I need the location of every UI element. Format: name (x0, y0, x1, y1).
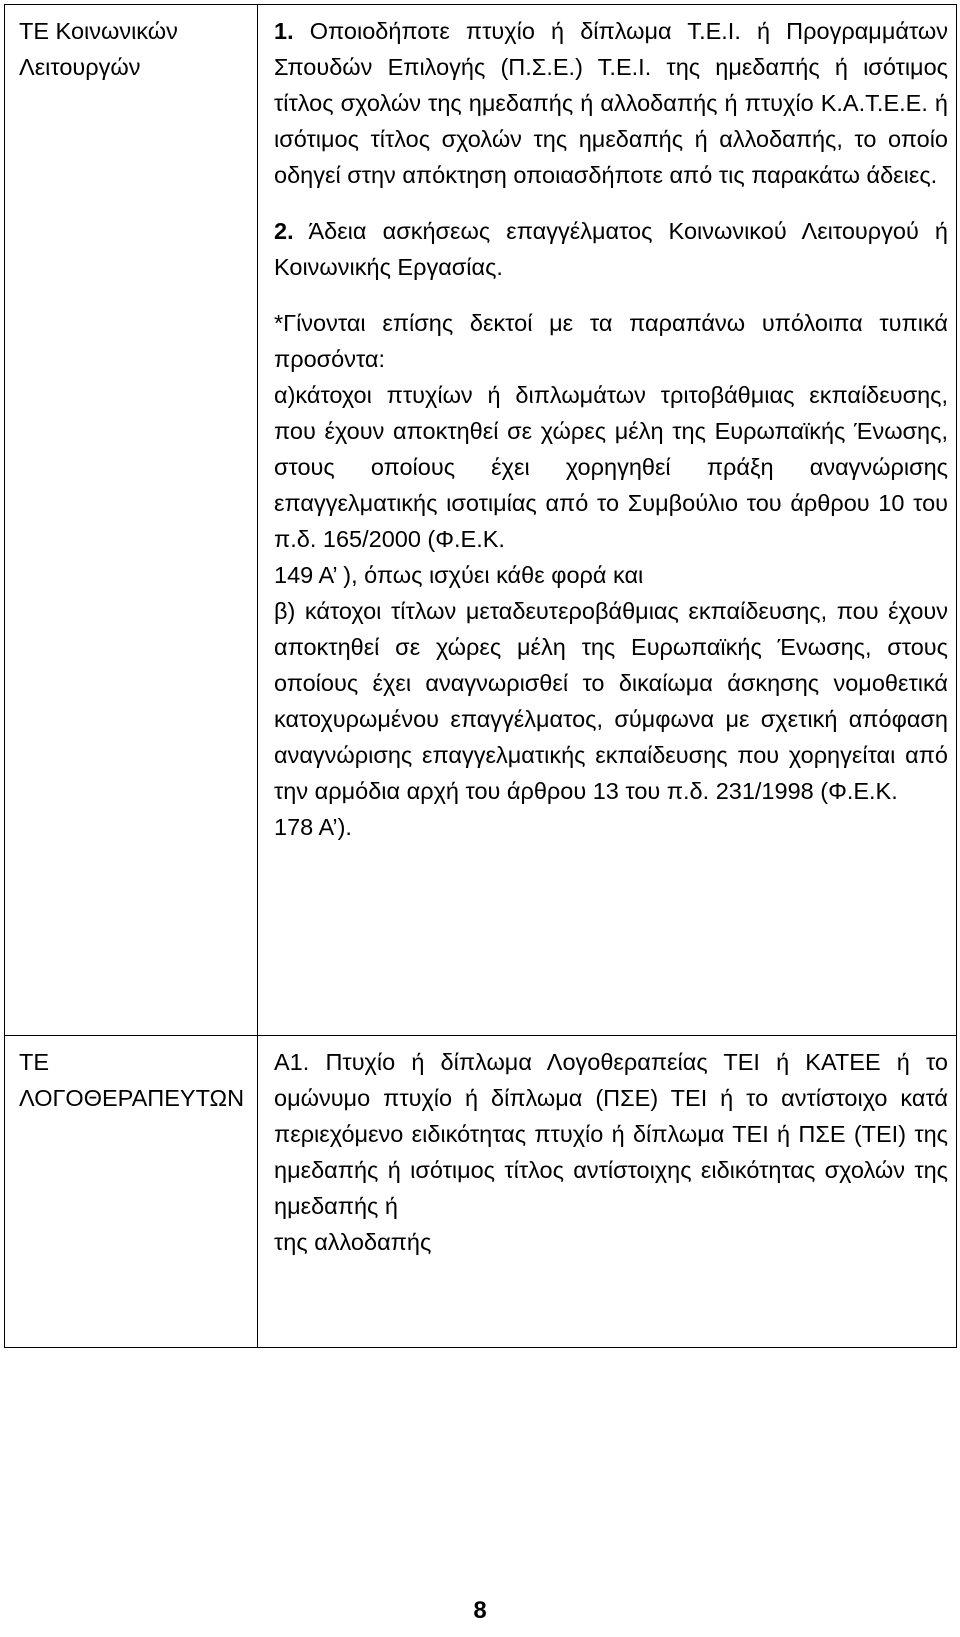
requirements-cell (258, 5, 957, 1036)
note-item-a: α)κάτοχοι πτυχίων ή διπλωμάτων τριτοβάθμιας εκπαίδευσης, που έχουν αποκτηθεί σε χώρες μέλη της Ευρωπαϊκής Ένωσης, στους οποίους έχει χορηγηθεί πράξη αναγνώρισης επαγγελματικής ισοτιμίας από το Συμβούλιο του άρθρου 10 του π.δ. 165/2000 (Φ.Ε.Κ. (274, 382, 948, 552)
requirement-item-a1-end: της αλλοδαπής (274, 1229, 432, 1255)
item-text: Πτυχίο ή δίπλωμα Λογοθεραπείας ΤΕΙ ή ΚΑΤΕΕ ή το ομώνυμο πτυχίο ή δίπλωμα (ΠΣΕ) ΤΕΙ ή το αντίστοιχο κατά περιεχόμενο ειδικότητας πτυχίο ή δίπλωμα ΤΕΙ ή ΠΣΕ (ΤΕΙ) της ημεδαπής ή ισότιμος τίτλος αντίστοιχης ειδικότητας σχολών της ημεδαπής ή (274, 1049, 948, 1219)
equivalence-note (274, 305, 948, 845)
requirement-item-a1 (274, 1044, 948, 1224)
table-row (5, 5, 957, 1036)
table-row (5, 1036, 957, 1348)
item-text: Άδεια ασκήσεως επαγγέλματος Κοινωνικού Λειτουργού ή Κοινωνικής Εργασίας. (274, 218, 949, 280)
category-cell (5, 1036, 258, 1348)
requirement-item-1 (274, 13, 948, 193)
item-text: Οποιοδήποτε πτυχίο ή δίπλωμα Τ.Ε.Ι. ή Προγραμμάτων Σπουδών Επιλογής (Π.Σ.Ε.) Τ.Ε.Ι. της ημεδαπής ή ισότιμος τίτλος σχολών της ημεδαπής ή αλλοδαπής ή πτυχίο Κ.Α.Τ.Ε.Ε. ή ισότιμος τίτλος σχολών της ημεδαπής ή αλλοδαπής, το οποίο οδηγεί στην απόκτηση οποιασδήποτε από τις παρακάτω άδειες. (274, 18, 949, 188)
category-cell (5, 5, 258, 1036)
requirements-cell (258, 1036, 957, 1348)
note-intro: *Γίνονται επίσης δεκτοί με τα παραπάνω υπόλοιπα τυπικά προσόντα: (274, 310, 948, 372)
category-label: ΤΕ ΛΟΓΟΘΕΡΑΠΕΥΤΩΝ (19, 1049, 245, 1111)
item-number: 2. (274, 218, 294, 244)
note-item-a-end: 149 Α’ ), όπως ισχύει κάθε φορά και (274, 562, 644, 588)
qualifications-table (4, 4, 957, 1348)
category-label: ΤΕ Κοινωνικών Λειτουργών (19, 18, 178, 80)
page-number: 8 (473, 1597, 487, 1624)
item-number: Α1. (274, 1049, 310, 1075)
note-item-b-end: 178 Α’). (274, 814, 352, 840)
item-number: 1. (274, 18, 294, 44)
note-item-b: β) κάτοχοι τίτλων μεταδευτεροβάθμιας εκπαίδευσης, που έχουν αποκτηθεί σε χώρες μέλη της Ευρωπαϊκής Ένωσης, στους οποίους έχει αναγνωρισθεί το δικαίωμα άσκησης νομοθετικά κατοχυρωμένου επαγγέλματος, σύμφωνα με σχετική απόφαση αναγνώρισης επαγγελματικής εκπαίδευσης που χορηγείται από την αρμόδια αρχή του άρθρου 13 του π.δ. 231/1998 (Φ.Ε.Κ. (274, 598, 948, 804)
requirement-item-2 (274, 213, 948, 285)
